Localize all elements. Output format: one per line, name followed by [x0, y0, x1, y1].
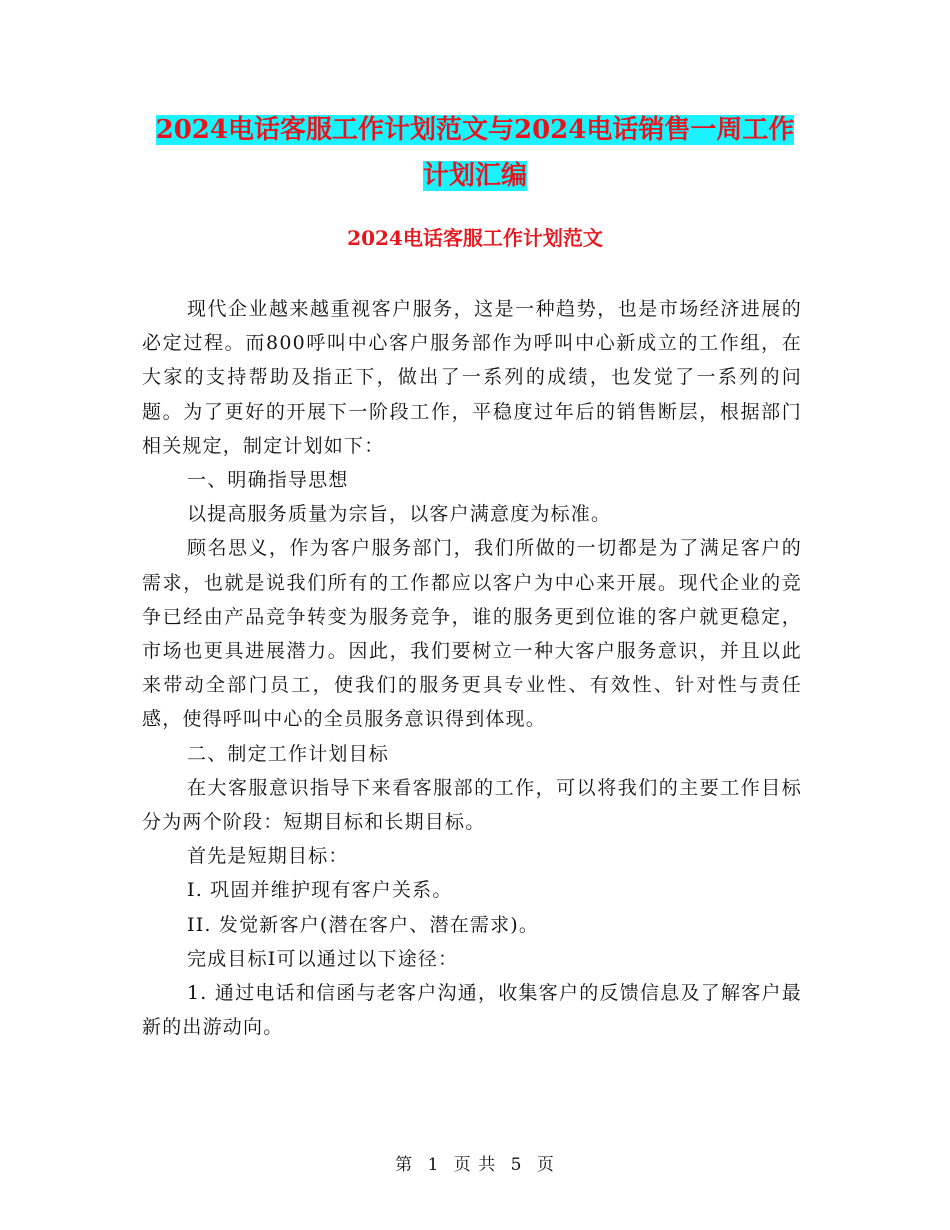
footer-page-number: 1: [427, 1155, 440, 1175]
section-heading: 2024电话客服工作计划范文: [347, 226, 603, 250]
paragraph: II. 发觉新客户(潜在客户、潜在需求)。: [187, 913, 540, 936]
page-footer: [0, 1150, 950, 1175]
footer-prefix: 第: [395, 1155, 414, 1175]
paragraph: 以提高服务质量为宗旨，以客户满意度为标准。: [187, 503, 612, 526]
paragraph: I. 巩固并维护现有客户关系。: [187, 879, 453, 902]
paragraph: 首先是短期目标：: [187, 845, 349, 868]
document-title-text-1: 2024电话客服工作计划范文与2024电话销售一周工作: [155, 115, 795, 145]
paragraph: 现代企业越来越重视客户服务，这是一种趋势，也是市场经济进展的必定过程。而800呼叫中心客户服务部作为呼叫中心新成立的工作组，在大家的支持帮助及指正下，做出了一系列的成绩，也发觉了一系列的问题。为了更好的开展下一阶段工作，平稳度过年后的销售断层，根据部门相关规定，制定计划如下：: [142, 298, 802, 457]
footer-middle: 页 共: [453, 1155, 497, 1175]
paragraph: 一、明确指导思想: [187, 469, 349, 492]
document-title-line-1: [0, 106, 950, 154]
paragraph: 二、制定工作计划目标: [187, 742, 390, 765]
document-title-text-2: 计划汇编: [422, 161, 527, 191]
paragraph: 在大客服意识指导下来看客服部的工作，可以将我们的主要工作目标分为两个阶段：短期目标和长期目标。: [142, 776, 802, 834]
footer-total-pages: 5: [510, 1155, 523, 1175]
document-body: [142, 292, 802, 1044]
paragraph: 1. 通过电话和信函与老客户沟通，收集客户的反馈信息及了解客户最新的出游动向。: [142, 982, 802, 1039]
paragraph: 顾名思义，作为客户服务部门，我们所做的一切都是为了满足客户的需求，也就是说我们所有的工作都应以客户为中心来开展。现代企业的竞争已经由产品竞争转变为服务竞争，谁的服务更到位谁的客户就更稳定，市场也更具进展潜力。因此，我们要树立一种大客户服务意识，并且以此来带动全部门员工，使我们的服务更具专业性、有效性、针对性与责任感，使得呼叫中心的全员服务意识得到体现。: [142, 537, 802, 731]
paragraph: 完成目标I可以通过以下途径：: [187, 947, 459, 970]
footer-suffix: 页: [536, 1155, 555, 1175]
document-title-line-2: [0, 152, 950, 200]
